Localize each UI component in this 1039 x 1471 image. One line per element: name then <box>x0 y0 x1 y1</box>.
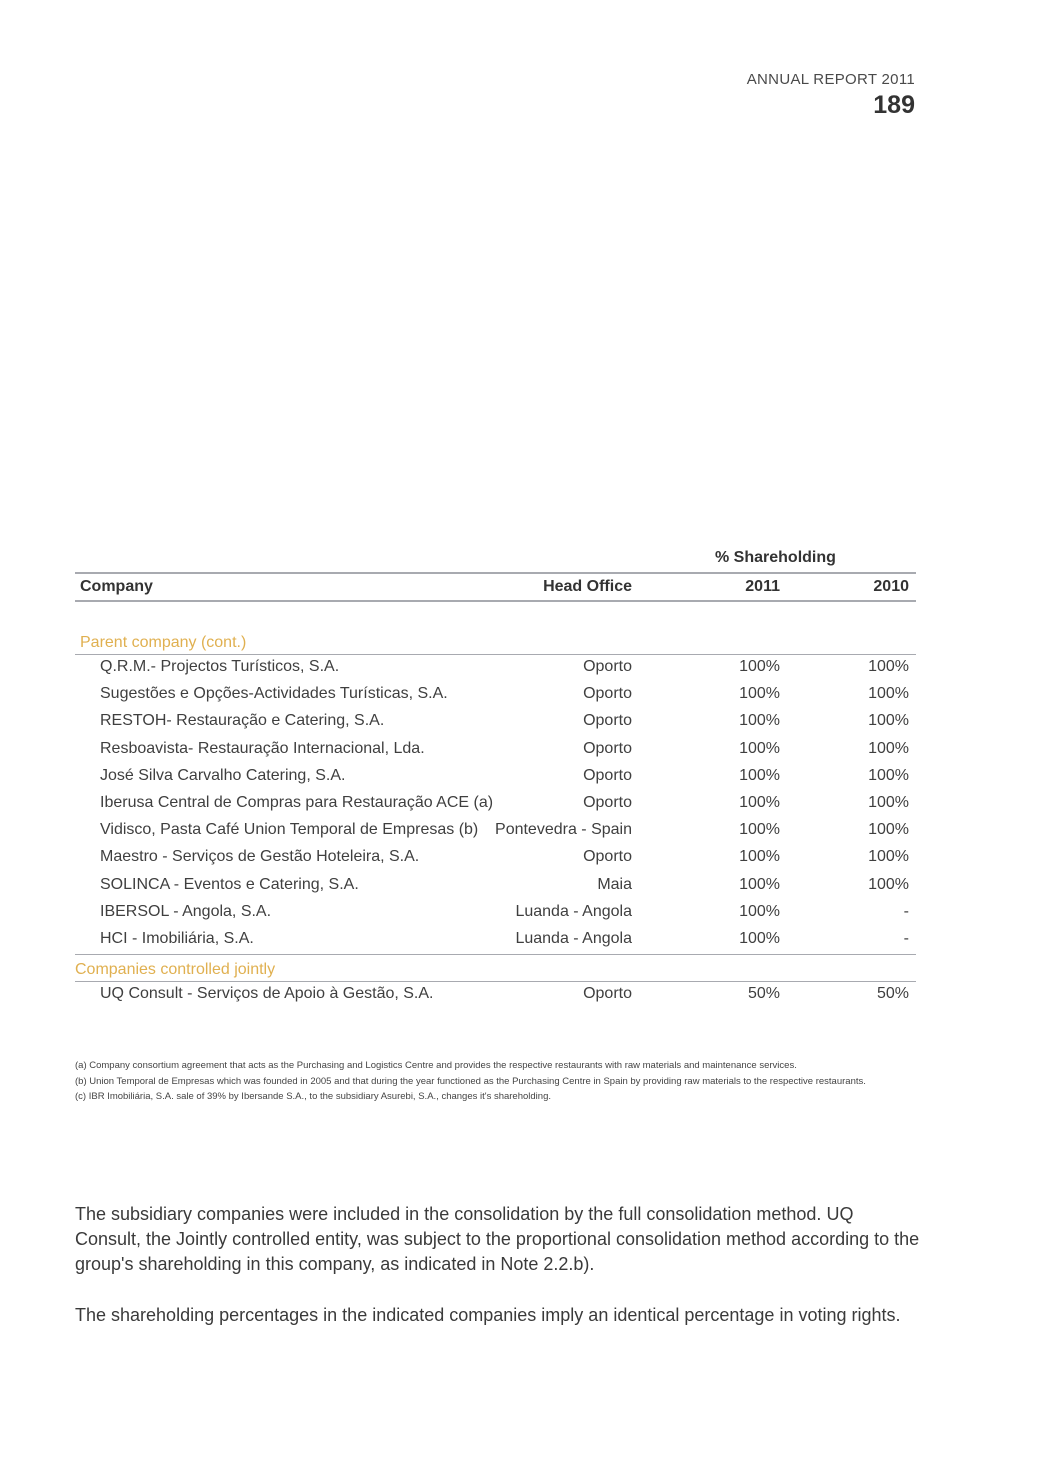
cell-head-office: Maia <box>597 875 632 893</box>
page-number: 189 <box>873 91 915 119</box>
footnote-c: (c) IBR Imobiliária, S.A. sale of 39% by Ibersande S.A., to the subsidiary Asurebi, S.A., changes it's shareholding. <box>75 1091 551 1102</box>
cell-shareholding-2010: - <box>903 902 909 920</box>
page-header <box>747 70 915 120</box>
cell-shareholding-2011: 100% <box>739 766 780 784</box>
cell-head-office: Oporto <box>583 848 632 866</box>
shareholding-table <box>75 545 916 1009</box>
cell-head-office: Oporto <box>583 793 632 811</box>
footnote-b: (b) Union Temporal de Empresas which was founded in 2005 and that during the year functioned as the Purchasing Centre in Spain by providing raw materials to the respective restaurants. <box>75 1075 866 1087</box>
cell-company: Iberusa Central de Compras para Restauração ACE (a) <box>100 793 494 811</box>
cell-company: HCI - Imobiliária, S.A. <box>100 929 254 947</box>
cell-head-office: Luanda - Angola <box>515 929 632 947</box>
column-header-company: Company <box>80 578 153 595</box>
cell-head-office: Oporto <box>583 985 632 1003</box>
column-header-head-office: Head Office <box>543 578 632 595</box>
body-paragraph-consolidation: The subsidiary companies were included in the consolidation by the full consolidation method. UQ Consult, the Jointly controlled entity, was subject to the proportional consolidation method according to the group's shareholding in this company, as indicated in Note 2.2.b). <box>75 1204 920 1274</box>
cell-shareholding-2010: 100% <box>868 712 909 730</box>
body-paragraph-voting-rights: The shareholding percentages in the indicated companies imply an identical percentage in voting rights. <box>75 1305 901 1325</box>
cell-shareholding-2011: 100% <box>739 848 780 866</box>
table-row <box>75 791 916 818</box>
report-title: ANNUAL REPORT 2011 <box>746 71 915 88</box>
cell-shareholding-2011: 100% <box>739 875 780 893</box>
table-row <box>75 709 916 736</box>
table-row <box>75 737 916 764</box>
cell-shareholding-2010: 100% <box>868 658 909 675</box>
section-rows-jointly-controlled <box>75 982 916 1009</box>
footnote-a: (a) Company consortium agreement that acts as the Purchasing and Logistics Centre and provides the respective restaurants with raw materials and maintenance services. <box>75 1060 797 1071</box>
cell-shareholding-2011: 50% <box>747 985 780 1003</box>
cell-shareholding-2011: 100% <box>739 739 780 757</box>
cell-shareholding-2010: 100% <box>868 766 909 784</box>
cell-company: SOLINCA - Eventos e Catering, S.A. <box>100 875 359 893</box>
cell-shareholding-2011: 100% <box>739 902 780 920</box>
cell-head-office: Luanda - Angola <box>515 902 632 920</box>
footnotes <box>75 1058 920 1105</box>
cell-shareholding-2010: 100% <box>868 848 909 866</box>
cell-head-office: Pontevedra - Spain <box>495 821 632 839</box>
cell-shareholding-2010: 100% <box>868 875 909 893</box>
table-row <box>75 682 916 709</box>
cell-shareholding-2010: 100% <box>868 685 909 703</box>
cell-company: RESTOH- Restauração e Catering, S.A. <box>100 712 385 730</box>
cell-shareholding-2011: 100% <box>739 685 780 703</box>
table-row <box>75 818 916 845</box>
shareholding-group-header: % Shareholding <box>715 549 836 566</box>
cell-shareholding-2010: 100% <box>868 821 909 839</box>
cell-shareholding-2011: 100% <box>739 658 780 675</box>
cell-head-office: Oporto <box>583 658 632 675</box>
section-title: Companies controlled jointly <box>75 961 276 979</box>
section-title: Parent company (cont.) <box>80 634 247 651</box>
table-row <box>75 764 916 791</box>
table-row <box>75 927 916 954</box>
section-label-parent-company <box>75 628 916 655</box>
table-row <box>75 900 916 927</box>
table-header-row <box>75 572 916 602</box>
cell-shareholding-2010: 100% <box>868 793 909 811</box>
table-row <box>75 655 916 682</box>
cell-company: Vidisco, Pasta Café Union Temporal de Empresas (b) <box>100 821 479 839</box>
cell-shareholding-2010: - <box>903 929 909 947</box>
cell-shareholding-2010: 50% <box>876 985 909 1003</box>
table-group-header-row <box>75 545 916 572</box>
cell-head-office: Oporto <box>583 712 632 730</box>
section-label-jointly-controlled <box>75 954 916 982</box>
table-row <box>75 873 916 900</box>
column-header-2010: 2010 <box>873 578 909 595</box>
cell-company: Resboavista- Restauração Internacional, Lda. <box>100 739 425 757</box>
cell-company: IBERSOL - Angola, S.A. <box>100 902 272 920</box>
table-row <box>75 845 916 872</box>
cell-shareholding-2011: 100% <box>739 821 780 839</box>
cell-head-office: Oporto <box>583 739 632 757</box>
cell-company: Maestro - Serviços de Gestão Hoteleira, S.A. <box>100 848 420 866</box>
table-row <box>75 982 916 1009</box>
cell-head-office: Oporto <box>583 766 632 784</box>
cell-head-office: Oporto <box>583 685 632 703</box>
cell-company: Sugestões e Opções-Actividades Turísticas, S.A. <box>100 685 448 703</box>
cell-company: Q.R.M.- Projectos Turísticos, S.A. <box>100 658 340 675</box>
cell-shareholding-2010: 100% <box>868 739 909 757</box>
cell-company: UQ Consult - Serviços de Apoio à Gestão, S.A. <box>100 985 434 1003</box>
column-header-2011: 2011 <box>745 578 780 595</box>
section-rows-parent-company <box>75 655 916 954</box>
cell-shareholding-2011: 100% <box>739 929 780 947</box>
cell-shareholding-2011: 100% <box>739 712 780 730</box>
cell-company: José Silva Carvalho Catering, S.A. <box>100 766 346 784</box>
cell-shareholding-2011: 100% <box>739 793 780 811</box>
